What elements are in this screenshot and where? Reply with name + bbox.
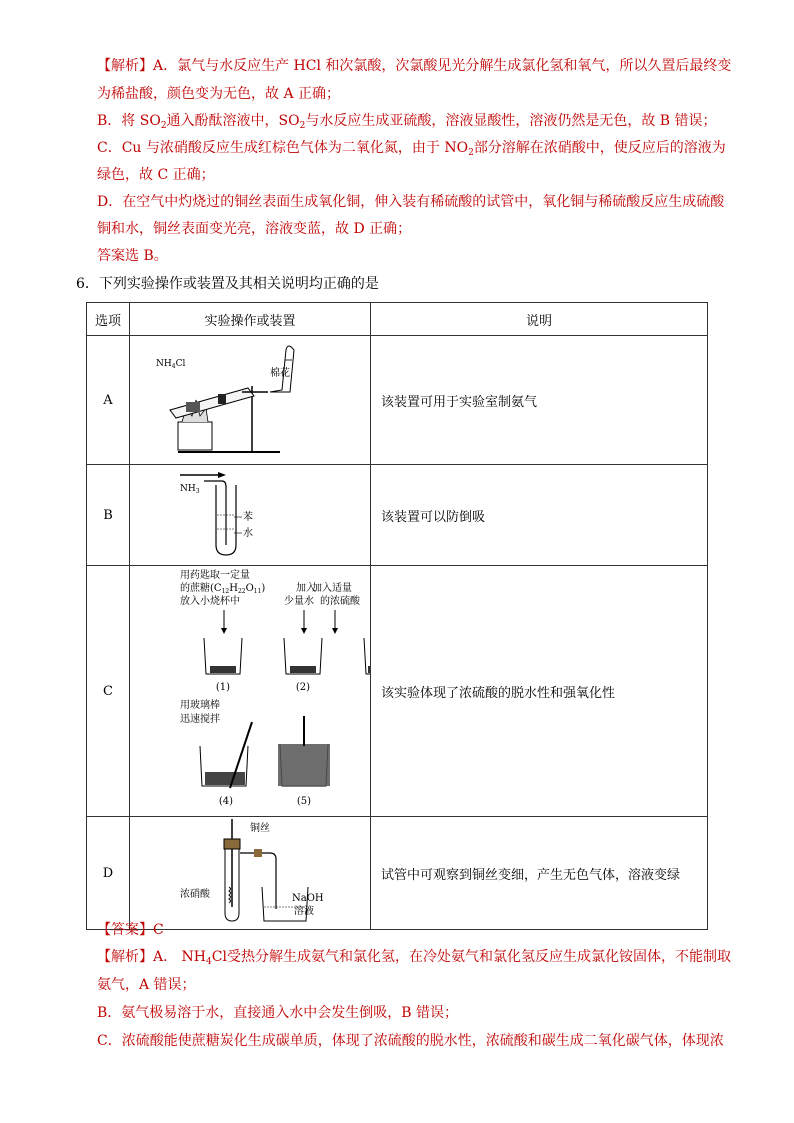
reagent-label: $NH_4Cl$	[156, 359, 186, 370]
analysis-bottom-line-2: 氨气，A 错误；	[97, 977, 196, 993]
svg-text:少量水: 少量水	[284, 596, 314, 607]
option-label: B	[87, 465, 130, 566]
sucrose-formula: 的蔗糖$(C_{12}H_{22}O_{11})$	[180, 583, 266, 595]
svg-text:溶液: 溶液	[294, 906, 314, 917]
svg-text:(4): (4)	[218, 796, 234, 807]
svg-text:用玻璃棒: 用玻璃棒	[180, 700, 220, 711]
header-option: 选项	[87, 303, 130, 336]
apparatus-b	[130, 465, 371, 566]
table-row-b	[87, 465, 708, 566]
analysis-line-3: B．将 $SO_2$通入酚酞溶液中，$SO_2$与水反应生成亚硫酸，溶液显酸性，溶液仍然是无色，故 B 错误；	[97, 113, 717, 131]
header-explanation: 说明	[371, 303, 708, 336]
svg-text:(2): (2)	[295, 682, 311, 693]
svg-text:加入: 加入	[296, 583, 316, 594]
ammonia-setup-diagram	[130, 336, 370, 460]
svg-text:NaOH: NaOH	[292, 893, 324, 904]
answer-line: 【答案】C	[97, 922, 164, 938]
option-label: A	[87, 336, 130, 465]
answer-choice-line: 答案选 B。	[97, 248, 168, 264]
apparatus-a	[130, 336, 371, 465]
analysis-line-4: C．Cu 与浓硝酸反应生成红棕色气体为二氧化氮，由于 $NO_2$部分溶解在浓硝酸中，使反应后的溶液为	[97, 140, 726, 158]
question-stem: 6．下列实验操作或装置及其相关说明均正确的是	[76, 276, 379, 292]
analysis-bottom-line-1: 【解析】A． $NH_4Cl$受热分解生成氨气和氯化氢，在冷处氨气和氯化氢反应生成氯化铵固体，不能制取	[97, 949, 731, 967]
gas-label: $NH_3$	[180, 484, 200, 495]
svg-text:加入适量: 加入适量	[312, 583, 352, 594]
svg-text:用药匙取一定量: 用药匙取一定量	[180, 570, 250, 581]
svg-text:放入小烧杯中: 放入小烧杯中	[180, 596, 240, 607]
analysis-line-5: 绿色，故 C 正确；	[97, 167, 215, 183]
analysis-bottom-line-4: C．浓硫酸能使蔗糖炭化生成碳单质，体现了浓硫酸的脱水性，浓硫酸和碳生成二氧化碳气体，体现浓	[97, 1033, 724, 1049]
apparatus-c	[130, 566, 371, 817]
explanation-b: 该装置可以防倒吸	[371, 465, 708, 566]
table-header-row	[87, 303, 708, 336]
table-row-a	[87, 336, 708, 465]
svg-text:的浓硫酸: 的浓硫酸	[320, 596, 360, 607]
analysis-line-2: 为稀盐酸，颜色变为无色，故 A 正确；	[97, 86, 341, 102]
anti-suckback-diagram	[130, 465, 370, 561]
analysis-line-1: 【解析】A．氯气与水反应生产 HCl 和次氯酸，次氯酸见光分解生成氯化氢和氧气，所以久置后最终变	[97, 58, 732, 74]
options-table	[86, 302, 708, 930]
table-row-d	[87, 817, 708, 930]
explanation-a: 该装置可用于实验室制氨气	[371, 336, 708, 465]
svg-text:迅速搅拌: 迅速搅拌	[180, 714, 220, 725]
analysis-bottom-line-3: B．氨气极易溶于水，直接通入水中会发生倒吸，B 错误；	[97, 1005, 459, 1021]
apparatus-d	[130, 817, 371, 930]
explanation-d: 试管中可观察到铜丝变细，产生无色气体，溶液变绿	[371, 817, 708, 930]
cotton-label: 棉花	[270, 368, 290, 379]
svg-text:(5): (5)	[296, 796, 312, 807]
svg-text:(1): (1)	[215, 682, 231, 693]
benzene-label: 苯	[243, 512, 253, 523]
analysis-line-6: D．在空气中灼烧过的铜丝表面生成氧化铜，伸入装有稀硫酸的试管中，氧化铜与稀硫酸反应生成硫酸	[97, 194, 725, 210]
explanation-c: 该实验体现了浓硫酸的脱水性和强氧化性	[371, 566, 708, 817]
option-label: D	[87, 817, 130, 930]
sugar-dehydration-diagram	[130, 566, 370, 812]
svg-text:铜丝: 铜丝	[250, 823, 270, 834]
water-label: 水	[243, 528, 253, 539]
copper-nitric-acid-diagram	[130, 817, 370, 925]
analysis-line-7: 铜和水，铜丝表面变光亮，溶液变蓝，故 D 正确；	[97, 221, 412, 237]
option-label: C	[87, 566, 130, 817]
header-apparatus: 实验操作或装置	[130, 303, 371, 336]
svg-text:浓硝酸: 浓硝酸	[180, 889, 210, 900]
table-row-c	[87, 566, 708, 817]
